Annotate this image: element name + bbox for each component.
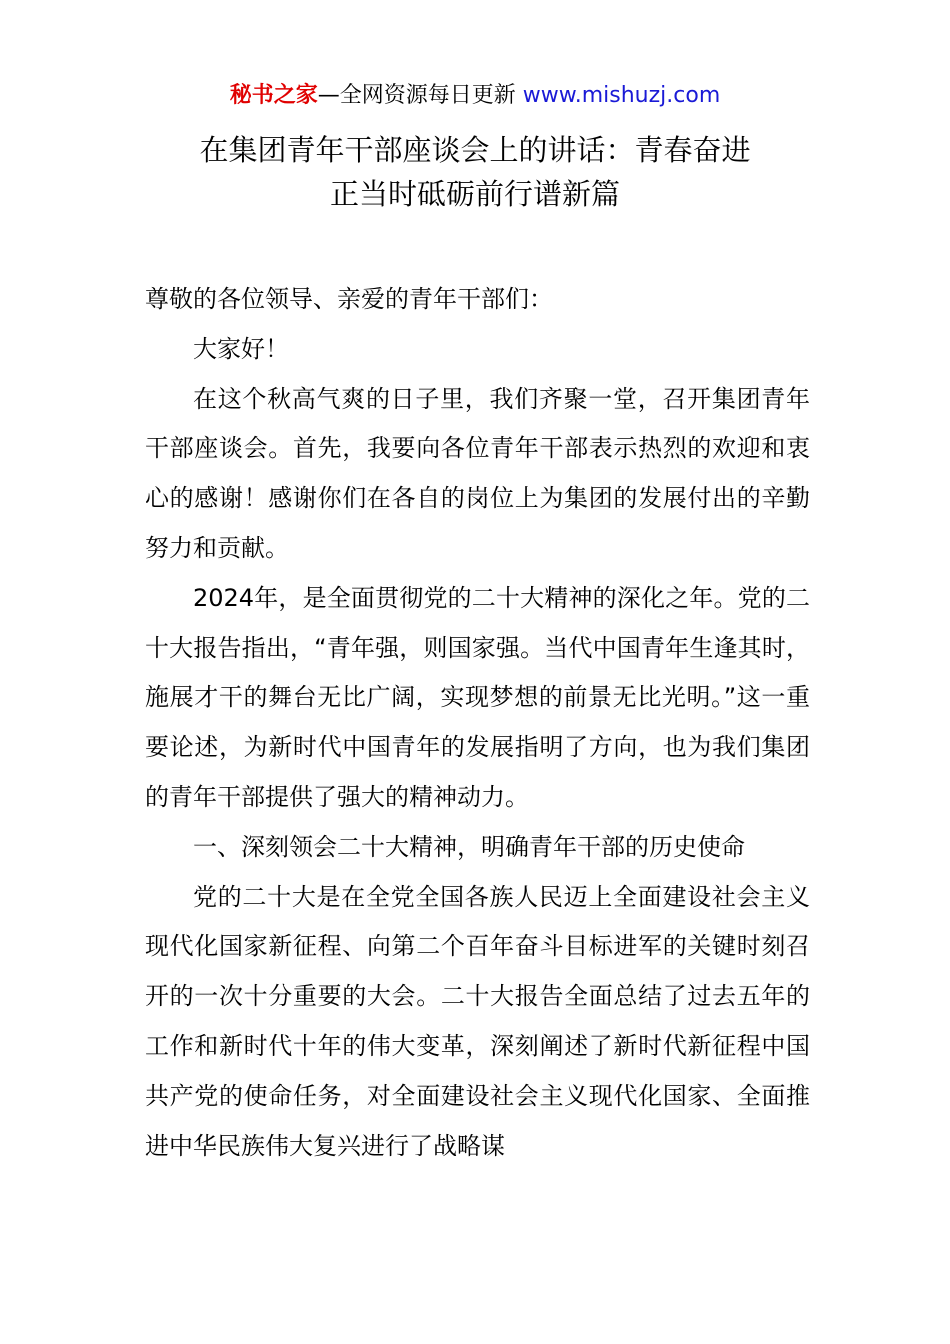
header-tagline: —全网资源每日更新	[317, 83, 523, 108]
document-body	[145, 275, 810, 1171]
paragraph-2: 2024年，是全面贯彻党的二十大精神的深化之年。党的二十大报告指出，“青年强，则国家强。当代中国青年生逢其时，施展才干的舞台无比广阔，实现梦想的前景无比光明。”这一重要论述，为新时代中国青年的发展指明了方向，也为我们集团的青年干部提供了强大的精神动力。	[145, 583, 810, 811]
paragraph-3: 党的二十大是在全党全国各族人民迈上全面建设社会主义现代化国家新征程、向第二个百年奋斗目标进军的关键时刻召开的一次十分重要的大会。二十大报告全面总结了过去五年的工作和新时代十年的伟大变革，深刻阐述了新时代新征程中国共产党的使命任务，对全面建设社会主义现代化国家、全面推进中华民族伟大复兴进行了战略谋	[145, 882, 810, 1160]
title-line-2: 正当时砥砺前行谱新篇	[329, 177, 620, 211]
greeting: 大家好！	[193, 334, 289, 363]
paragraph-1: 在这个秋高气爽的日子里，我们齐聚一堂，召开集团青年干部座谈会。首先，我要向各位青年干部表示热烈的欢迎和衷心的感谢！感谢你们在各自的岗位上为集团的发展付出的辛勤努力和贡献。	[145, 384, 810, 562]
salutation: 尊敬的各位领导、亲爱的青年干部们：	[145, 285, 553, 313]
section-heading-1: 一、深刻领会二十大精神，明确青年干部的历史使命	[193, 832, 745, 861]
title-line-1: 在集团青年干部座谈会上的讲话：青春奋进	[199, 133, 751, 167]
brand-name: 秘书之家	[229, 83, 318, 108]
document-title	[0, 128, 950, 216]
site-url-link[interactable]: www.mishuzj.com	[522, 83, 721, 108]
site-header	[0, 80, 950, 112]
